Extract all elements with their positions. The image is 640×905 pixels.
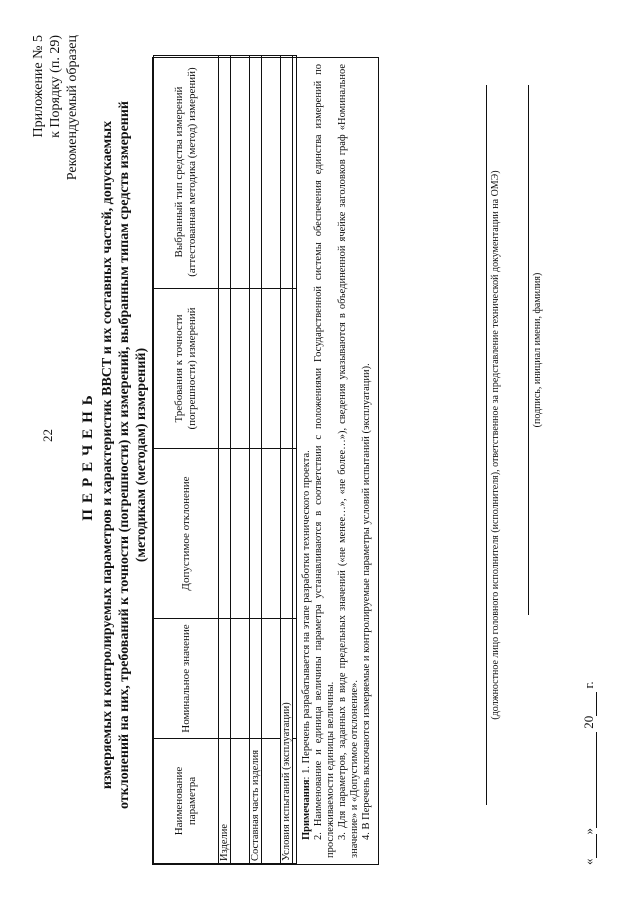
date-close-quote: » <box>581 828 596 835</box>
notes-block <box>297 58 378 864</box>
notes-label: Примечания <box>301 779 312 840</box>
appendix-line-3: Рекомендуемый образец <box>65 35 80 181</box>
section-test-conditions: Условия испытаний (эксплуатации) <box>281 619 293 864</box>
table-row <box>231 56 250 864</box>
header-tolerance: Допустимое отклонение <box>154 449 219 619</box>
table-row <box>293 56 297 864</box>
note-4: 4. В Перечень включаются измеряемые и контролируемые параметры условий испытаний (эксплуатации). <box>361 363 372 840</box>
table-section-row <box>250 56 262 864</box>
page-number: 22 <box>40 429 55 442</box>
responsible-person-line: (должностное лицо головного исполнителя (исполнителя), ответственное за представление технической документации на ОМЭ) <box>486 85 501 805</box>
title-word: ПЕРЕЧЕНЬ <box>80 389 96 521</box>
header-parameter-name: Наименование параметра <box>154 739 219 864</box>
appendix-line-2: к Порядку (п. 29) <box>48 35 63 138</box>
date-line <box>580 681 597 865</box>
table-row <box>262 56 281 864</box>
section-component: Составная часть изделия <box>250 739 262 864</box>
section-product: Изделие <box>219 739 231 864</box>
table-header-row <box>154 56 219 864</box>
signature-line: (подпись, инициал имени, фамилия) <box>528 85 543 615</box>
header-measuring-instrument: Выбранный тип средства измерений (аттестованная методика (метод) измерений) <box>154 56 219 289</box>
header-accuracy: Требования к точности (погрешности) измерений <box>154 289 219 449</box>
date-year-suffix: г. <box>581 681 596 689</box>
title-line-1: измеряемых и контролируемых параметров и характеристик ВВСТ и их составных частей, допускаемых <box>100 120 115 790</box>
parameters-table <box>152 57 379 865</box>
note-2: 2. Наименование и единица величины параметра устанавливаются в соответствии с положениями Государственной системы обеспечения единства измерений по прослеживаемости единицы величины. <box>313 64 336 858</box>
date-year-prefix: 20 <box>581 715 596 729</box>
note-3: 3. Для параметров, заданных в виде предельных значений («не менее…», «не более…»), сведения указываются в объединенной ячейке заголовков граф «Номинальное значение» и «Допустимое отклонение». <box>337 64 360 858</box>
document-content <box>0 25 600 885</box>
table-section-row <box>281 56 293 864</box>
date-open-quote: « <box>581 858 596 865</box>
document-title <box>80 25 150 885</box>
title-line-2: отклонений на них, требований к точности (погрешности) их измерений, выбранным типам средств измерений <box>117 101 132 810</box>
appendix-block <box>30 35 81 180</box>
appendix-line-1: Приложение № 5 <box>31 35 46 138</box>
title-line-3: (методикам (методам) измерений) <box>134 347 149 563</box>
note-1-text: : 1. Перечень разрабатывается на этапе разработки технического проекта. <box>301 450 312 780</box>
table-section-row <box>219 56 231 864</box>
header-nominal-value: Номинальное значение <box>154 619 219 739</box>
note-1 <box>301 64 313 858</box>
